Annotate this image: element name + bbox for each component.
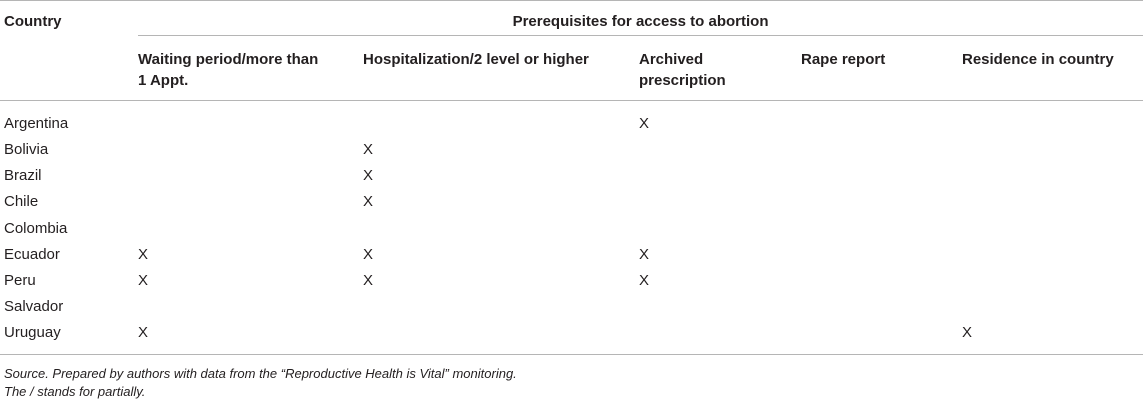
prerequisite-cell: X bbox=[138, 320, 363, 355]
prerequisite-cell: X bbox=[138, 271, 149, 289]
prerequisite-cell: X bbox=[363, 193, 374, 211]
country-cell: Ecuador bbox=[4, 245, 60, 263]
country-cell: Colombia bbox=[4, 219, 68, 237]
prerequisite-cell: X bbox=[363, 167, 374, 185]
table-row bbox=[0, 268, 1143, 294]
prerequisite-cell bbox=[639, 294, 801, 320]
prerequisite-cell bbox=[363, 294, 639, 320]
table-row bbox=[0, 163, 1143, 189]
prerequisite-cell bbox=[639, 163, 801, 189]
prerequisite-cell bbox=[801, 137, 962, 163]
country-header: Country bbox=[0, 1, 138, 36]
country-cell: Peru bbox=[4, 271, 36, 289]
prerequisite-cell bbox=[138, 137, 363, 163]
prerequisite-cell bbox=[801, 268, 962, 294]
prerequisite-cell bbox=[962, 242, 1143, 268]
table-row bbox=[0, 294, 1143, 320]
prerequisite-cell bbox=[138, 163, 363, 189]
prerequisite-cell bbox=[138, 294, 363, 320]
prerequisite-cell: X bbox=[363, 271, 374, 289]
prerequisite-cell bbox=[801, 163, 962, 189]
prerequisite-cell bbox=[962, 268, 1143, 294]
country-cell: Brazil bbox=[4, 167, 42, 185]
prerequisite-cell bbox=[138, 216, 363, 242]
table-row bbox=[0, 320, 1143, 355]
prerequisite-cell bbox=[639, 216, 801, 242]
country-cell: Chile bbox=[4, 193, 39, 211]
country-cell: Bolivia bbox=[4, 141, 49, 158]
country-cell: Salvador bbox=[4, 298, 64, 316]
prerequisite-cell bbox=[962, 137, 1143, 163]
country-cell: Argentina bbox=[4, 115, 69, 132]
country-header-spacer bbox=[0, 36, 138, 101]
prerequisite-cell: X bbox=[639, 245, 650, 263]
legend-note: The / stands for partially. bbox=[4, 384, 146, 399]
prerequisite-cell bbox=[801, 242, 962, 268]
prerequisite-cell: X bbox=[138, 245, 149, 263]
prerequisite-cell bbox=[138, 189, 363, 215]
prerequisite-cell bbox=[801, 294, 962, 320]
prerequisite-cell bbox=[639, 320, 801, 355]
country-cell: Uruguay bbox=[0, 320, 138, 355]
prerequisite-cell bbox=[801, 320, 962, 355]
prerequisite-cell bbox=[801, 189, 962, 215]
column-header-hospitalization: Hospitalization/2 level or higher bbox=[363, 36, 639, 101]
prerequisite-cell bbox=[801, 216, 962, 242]
prerequisite-cell bbox=[363, 320, 639, 355]
prerequisite-cell: X bbox=[639, 271, 650, 289]
column-header-waiting-period: Waiting period/more than 1 Appt. bbox=[138, 36, 363, 101]
prerequisite-cell: X bbox=[363, 141, 374, 158]
table-row bbox=[0, 137, 1143, 163]
prerequisite-cell bbox=[801, 101, 962, 138]
group-header: Prerequisites for access to abortion bbox=[138, 1, 1143, 36]
prerequisite-cell: X bbox=[962, 320, 1143, 355]
prerequisite-cell bbox=[962, 294, 1143, 320]
prerequisite-cell bbox=[962, 163, 1143, 189]
prerequisite-cell bbox=[363, 101, 639, 138]
table-row bbox=[0, 101, 1143, 138]
column-header-rape-report: Rape report bbox=[801, 36, 962, 101]
source-note: Source. Prepared by authors with data from the “Reproductive Health is Vital” monitoring. bbox=[4, 366, 517, 381]
table-row bbox=[0, 242, 1143, 268]
prerequisite-cell bbox=[962, 101, 1143, 138]
prerequisite-cell bbox=[639, 137, 801, 163]
table-body bbox=[0, 101, 1143, 355]
column-header-archived-prescription: Archived prescription bbox=[639, 36, 801, 101]
prerequisite-cell: X bbox=[363, 245, 374, 263]
prerequisite-cell bbox=[962, 216, 1143, 242]
prerequisite-cell bbox=[363, 216, 639, 242]
column-header-residence: Residence in country bbox=[962, 36, 1143, 101]
prerequisite-cell bbox=[138, 101, 363, 138]
prerequisite-cell: X bbox=[639, 115, 650, 132]
prerequisite-cell bbox=[639, 189, 801, 215]
table-row bbox=[0, 189, 1143, 215]
table-row bbox=[0, 216, 1143, 242]
prerequisite-cell bbox=[962, 189, 1143, 215]
